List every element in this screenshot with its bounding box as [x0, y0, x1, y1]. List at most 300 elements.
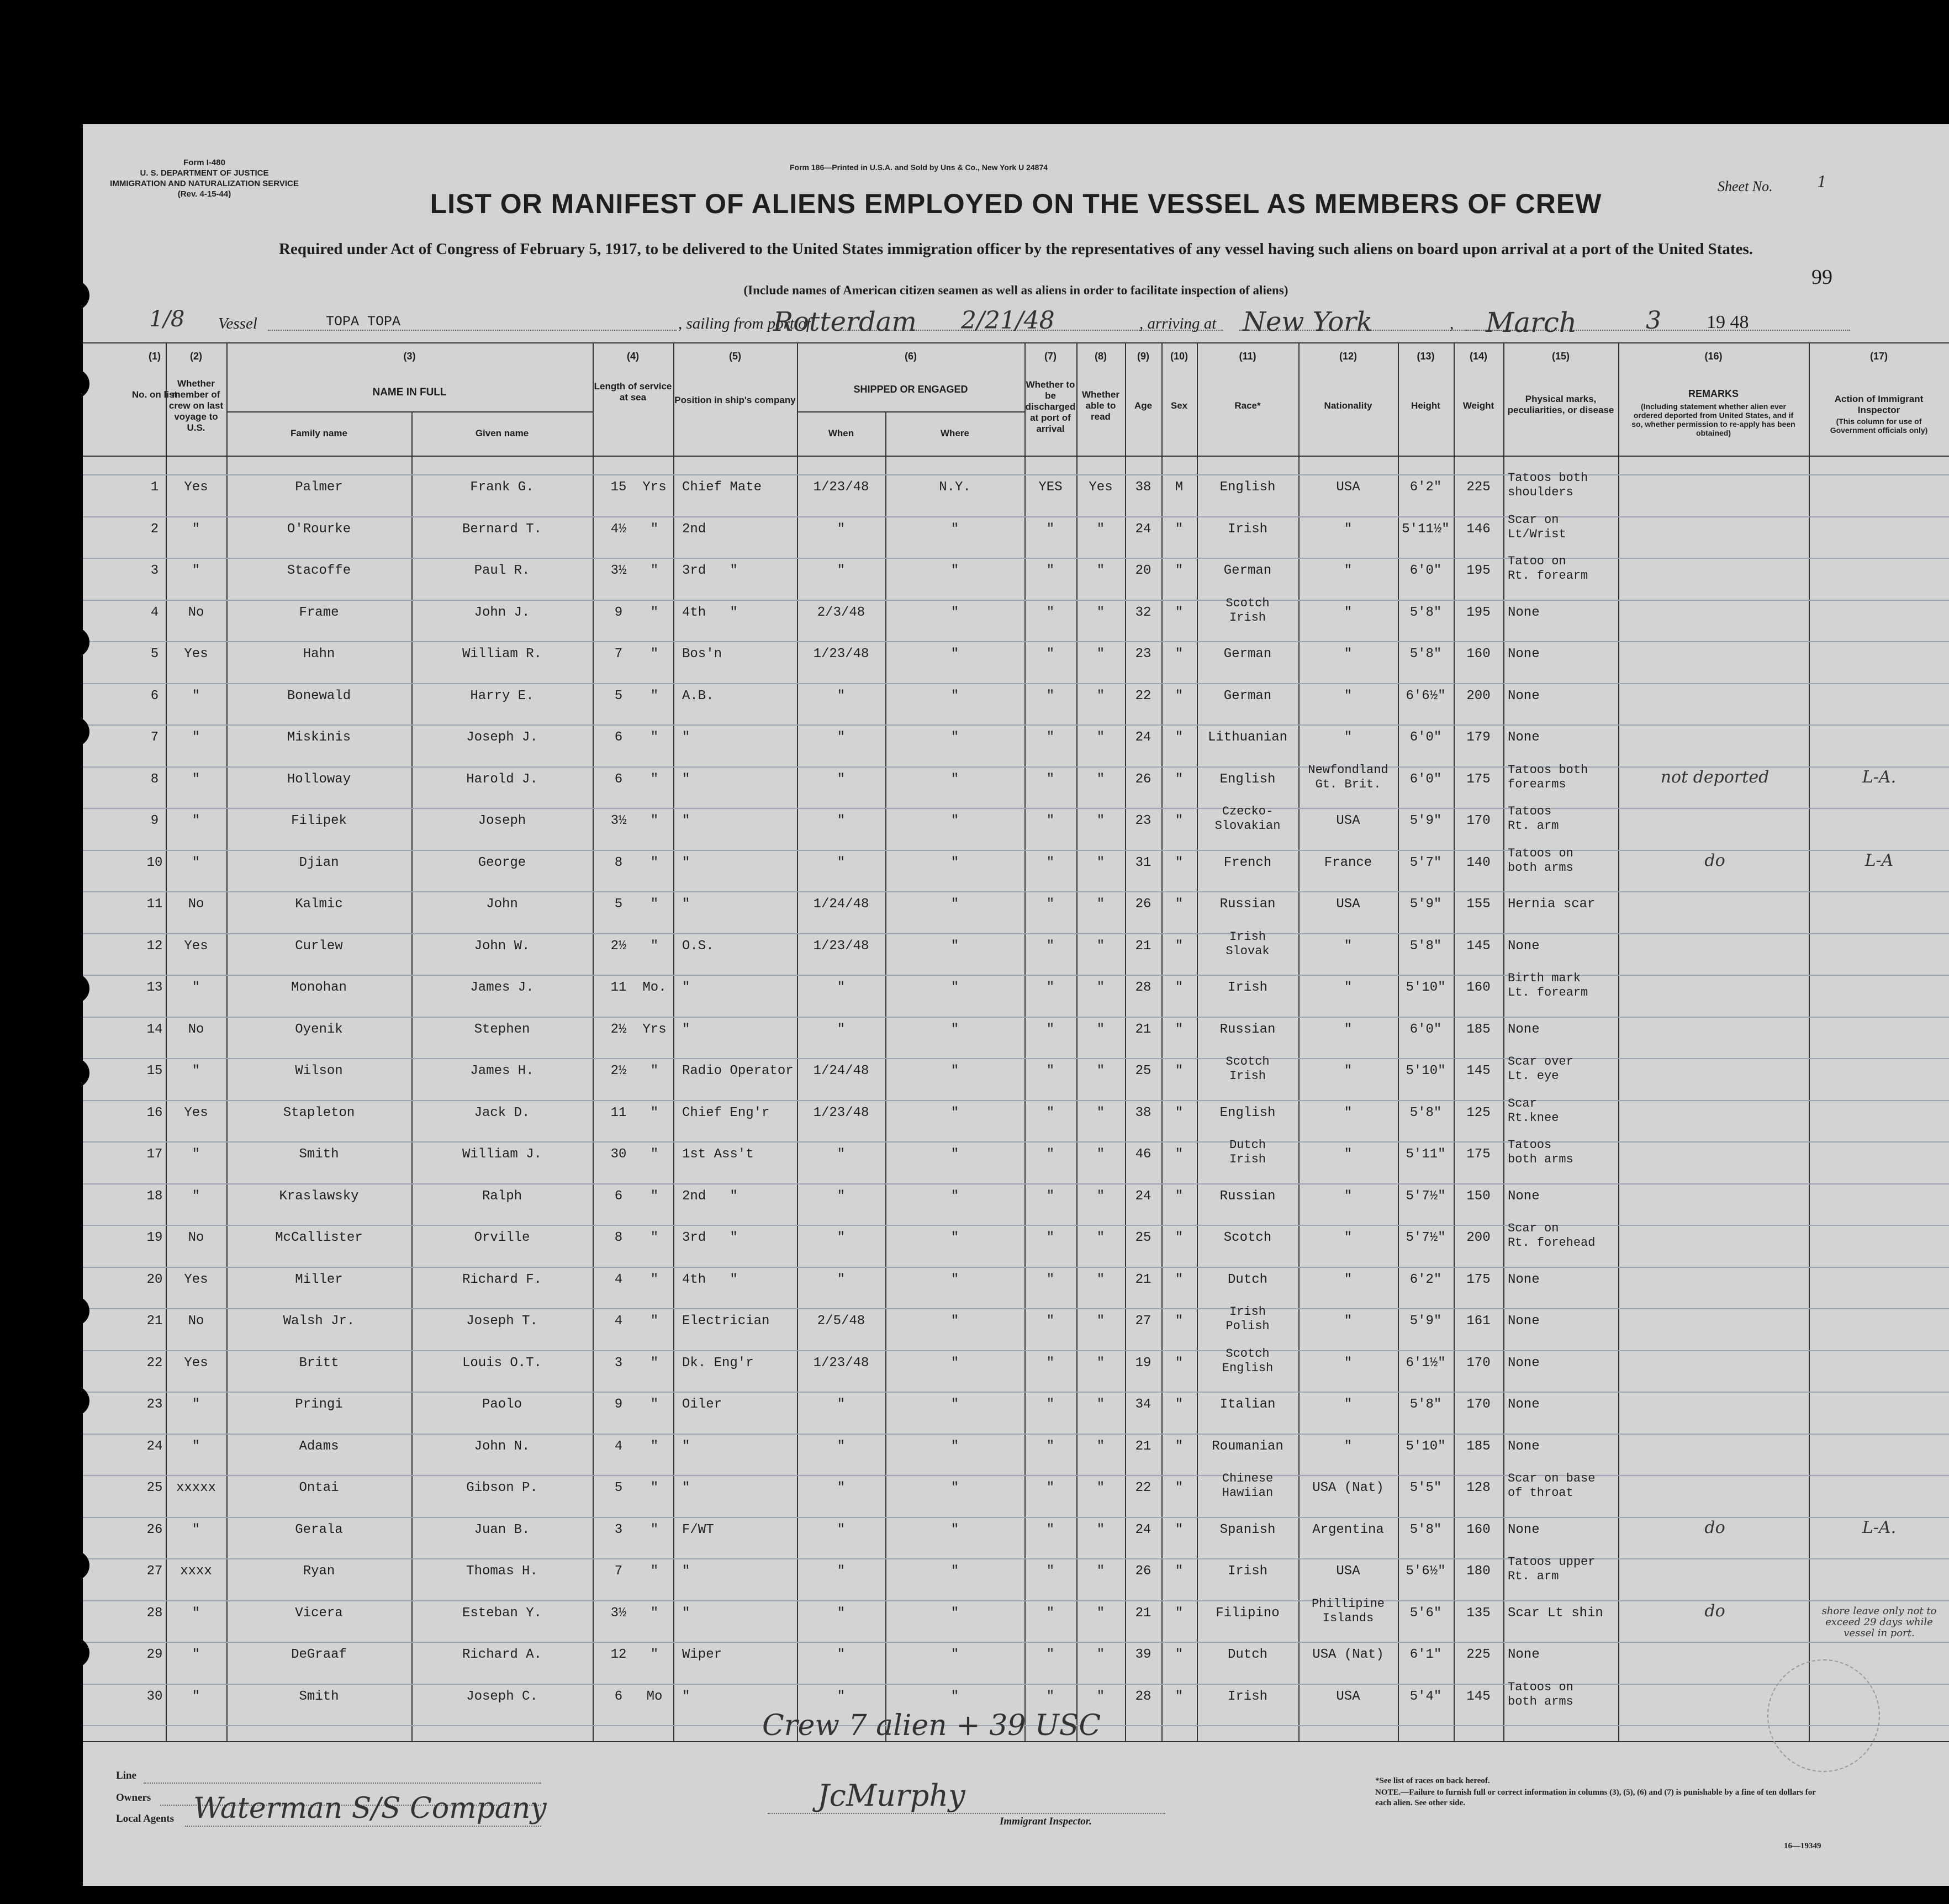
cell-given: Richard F.: [462, 1272, 542, 1287]
cell-unit: ": [650, 1397, 659, 1412]
cell-sex: ": [1175, 1439, 1184, 1454]
cell-length: 3: [614, 1356, 623, 1371]
cell-marks: None: [1508, 647, 1540, 662]
cell-marks: None: [1508, 1314, 1540, 1329]
cell-age: 22: [1135, 689, 1152, 704]
cell-prev: No: [188, 897, 204, 912]
cell-race: German: [1223, 647, 1272, 662]
cell-nationality: ": [1344, 563, 1353, 578]
cell-read: ": [1096, 813, 1105, 828]
cell-given: Juan B.: [474, 1522, 530, 1537]
cell-age: 21: [1135, 1606, 1152, 1621]
punch-hole: [60, 627, 89, 657]
cell-prev: ": [192, 1189, 200, 1204]
arrival-port: New York: [1243, 306, 1373, 337]
row-rule: [83, 724, 1949, 726]
cell-when: ": [837, 563, 846, 578]
cell-age: 26: [1135, 1564, 1152, 1579]
cell-read: ": [1096, 647, 1105, 662]
cell-age: 32: [1135, 605, 1152, 620]
cell-when: 1/23/48: [813, 1356, 869, 1371]
row-rule: [83, 1183, 1949, 1184]
cell-height: 5'8": [1409, 1397, 1442, 1412]
cell-prev: No: [188, 1022, 204, 1037]
row-rule: [83, 1517, 1949, 1518]
cell-race: Russian: [1219, 1022, 1276, 1037]
cell-discharged: ": [1046, 1272, 1055, 1287]
cell-family: Stacoffe: [287, 563, 351, 578]
cell-where: ": [950, 772, 959, 787]
cell-race: Lithuanian: [1207, 730, 1288, 745]
cell-prev: ": [192, 772, 200, 787]
cell-age: 23: [1135, 813, 1152, 828]
cell-no: 19: [146, 1230, 163, 1245]
row-rule: [83, 1308, 1949, 1309]
cell-height: 5'8": [1409, 1522, 1442, 1537]
requirement-text: [83, 240, 1949, 258]
cell-weight: 170: [1466, 1397, 1491, 1412]
cell-race: Chinese Hawiian: [1222, 1472, 1274, 1500]
colnum: (6): [905, 351, 917, 362]
cell-given: John: [486, 897, 518, 912]
cell-marks: Tatoos both shoulders: [1508, 471, 1588, 499]
cell-where: ": [950, 1647, 959, 1662]
cell-when: ": [837, 1480, 846, 1495]
cell-when: ": [837, 772, 846, 787]
hdr-when: When: [828, 428, 854, 438]
cell-where: ": [950, 1230, 959, 1245]
cell-remarks: do: [1704, 1518, 1725, 1537]
cell-when: 2/5/48: [817, 1314, 865, 1329]
cell-sex: ": [1175, 730, 1184, 745]
cell-given: Bernard T.: [462, 522, 542, 537]
cell-position: ": [682, 772, 690, 787]
cell-position: 4th ": [682, 1272, 738, 1287]
cell-read: ": [1096, 980, 1105, 995]
row-rule: [83, 1600, 1949, 1601]
cell-nationality: ": [1344, 1314, 1353, 1329]
cell-when: ": [837, 1230, 846, 1245]
cell-race: Irish: [1227, 1689, 1267, 1704]
cell-family: Holloway: [287, 772, 351, 787]
cell-race: English: [1219, 772, 1276, 787]
colnum: (10): [1170, 351, 1188, 362]
cell-nationality: ": [1344, 980, 1353, 995]
cell-nationality: ": [1344, 1356, 1353, 1371]
colnum: (1): [149, 351, 161, 362]
shipped-subheader-rule: [797, 411, 1024, 412]
cell-no: 24: [146, 1439, 163, 1454]
cell-family: Kraslawsky: [279, 1189, 359, 1204]
cell-no: 29: [146, 1647, 163, 1662]
cell-marks: Scar on base of throat: [1508, 1472, 1596, 1500]
cell-prev: Yes: [184, 1272, 208, 1287]
cell-no: 10: [146, 855, 163, 870]
cell-weight: 175: [1466, 1147, 1491, 1162]
cell-read: ": [1096, 1606, 1105, 1621]
cell-position: A.B.: [682, 689, 714, 704]
row-rule: [83, 1684, 1949, 1685]
cell-sex: ": [1175, 1689, 1184, 1704]
cell-weight: 146: [1466, 522, 1491, 537]
arrival-year: 19 48: [1707, 312, 1749, 332]
sheet-number-value: 1: [1817, 173, 1827, 191]
cell-given: James J.: [470, 980, 534, 995]
cell-weight: 125: [1466, 1106, 1491, 1120]
cell-length: 5: [614, 1480, 623, 1495]
cell-where: ": [950, 1314, 959, 1329]
cell-age: 31: [1135, 855, 1152, 870]
cell-length: 6: [614, 1189, 623, 1204]
cell-marks: None: [1508, 1647, 1540, 1662]
cell-where: ": [950, 647, 959, 662]
cell-sex: ": [1175, 647, 1184, 662]
cell-position: Electrician: [682, 1314, 770, 1329]
cell-weight: 145: [1466, 1689, 1491, 1704]
cell-discharged: ": [1046, 1230, 1055, 1245]
footer-owners-label: Owners: [116, 1792, 151, 1803]
cell-where: ": [950, 1439, 959, 1454]
row-rule: [83, 933, 1949, 934]
cell-sex: ": [1175, 689, 1184, 704]
form-line: (Rev. 4-15-44): [177, 189, 231, 199]
cell-family: Stapleton: [283, 1106, 355, 1120]
cell-family: DeGraaf: [291, 1647, 347, 1662]
cell-height: 5'8": [1409, 939, 1442, 954]
cell-length: 4: [614, 1272, 623, 1287]
cell-action: shore leave only not to exceed 29 days while vessel in port.: [1821, 1605, 1937, 1639]
cell-family: Wilson: [295, 1064, 343, 1078]
row-rule: [83, 1558, 1949, 1559]
cell-weight: 175: [1466, 772, 1491, 787]
cell-discharged: ": [1046, 1022, 1055, 1037]
cell-where: ": [950, 563, 959, 578]
colnum: (15): [1551, 351, 1570, 362]
cell-remarks: do: [1704, 1601, 1725, 1621]
cell-family: O'Rourke: [287, 522, 351, 537]
cell-race: Czecko- Slovakian: [1214, 805, 1281, 833]
cell-marks: Tatoos both forearms: [1508, 763, 1588, 791]
cell-read: ": [1096, 689, 1105, 704]
cell-unit: Yrs: [642, 1022, 667, 1037]
cell-no: 22: [146, 1356, 163, 1371]
cell-action: L-A.: [1862, 1518, 1897, 1537]
cell-family: Britt: [299, 1356, 339, 1371]
sailing-date: 2/21/48: [961, 306, 1055, 335]
cell-no: 28: [146, 1606, 163, 1621]
cell-no: 30: [146, 1689, 163, 1704]
colnum: (11): [1239, 351, 1256, 362]
inspector-signature: JcMurphy: [817, 1778, 965, 1813]
cell-height: 5'10": [1406, 1439, 1446, 1454]
hdr-given-name: Given name: [475, 428, 529, 438]
cell-read: ": [1096, 605, 1105, 620]
cell-age: 38: [1135, 1106, 1152, 1120]
cell-unit: ": [650, 522, 659, 537]
cell-family: Pringi: [295, 1397, 343, 1412]
cell-when: ": [837, 1689, 846, 1704]
cell-nationality: ": [1344, 1230, 1353, 1245]
cell-prev: ": [192, 855, 200, 870]
cell-sex: ": [1175, 772, 1184, 787]
cell-family: Smith: [299, 1147, 339, 1162]
vessel-underline: [268, 330, 677, 331]
cell-when: ": [837, 1147, 846, 1162]
cell-given: Esteban Y.: [462, 1606, 542, 1621]
cell-prev: ": [192, 563, 200, 578]
cell-age: 26: [1135, 772, 1152, 787]
cell-weight: 175: [1466, 1272, 1491, 1287]
cell-sex: ": [1175, 1647, 1184, 1662]
cell-age: 21: [1135, 1439, 1152, 1454]
cell-position: ": [682, 1439, 690, 1454]
cell-unit: ": [650, 1606, 659, 1621]
cell-marks: None: [1508, 939, 1540, 954]
form-code: 16—19349: [1784, 1842, 1821, 1850]
cell-position: ": [682, 855, 690, 870]
cell-race: German: [1223, 563, 1272, 578]
cell-discharged: ": [1046, 647, 1055, 662]
cell-discharged: ": [1046, 1314, 1055, 1329]
hdr-action-note: (This column for use of Government officials only): [1830, 417, 1928, 435]
cell-age: 21: [1135, 1022, 1152, 1037]
cell-unit: ": [650, 647, 659, 662]
cell-nationality: USA (Nat): [1312, 1480, 1384, 1495]
colnum: (7): [1044, 351, 1057, 362]
cell-unit: ": [650, 939, 659, 954]
cell-race: Spanish: [1219, 1522, 1276, 1537]
footer-agents-label: Local Agents: [116, 1813, 175, 1824]
cell-weight: 195: [1466, 605, 1491, 620]
form-line: U. S. DEPARTMENT OF JUSTICE: [140, 168, 269, 178]
cell-read: ": [1096, 1147, 1105, 1162]
cell-prev: ": [192, 1064, 200, 1078]
cell-weight: 200: [1466, 1230, 1491, 1245]
hdr-discharged: Whether to be discharged at port of arrival: [1025, 379, 1076, 434]
cell-position: 2nd ": [682, 1189, 738, 1204]
cell-prev: ": [192, 1397, 200, 1412]
cell-family: Frame: [299, 605, 339, 620]
cell-no: 13: [146, 980, 163, 995]
hdr-physical: Physical marks, peculiarities, or disease: [1507, 394, 1614, 415]
cell-sex: ": [1175, 1397, 1184, 1412]
cell-given: Joseph C.: [466, 1689, 538, 1704]
cell-sex: ": [1175, 939, 1184, 954]
races-note: *See list of races on back hereof.: [1375, 1776, 1490, 1785]
cell-height: 5'10": [1406, 1064, 1446, 1078]
cell-nationality: USA: [1336, 1689, 1360, 1704]
cell-no: 14: [146, 1022, 163, 1037]
cell-age: 21: [1135, 1272, 1152, 1287]
cell-marks: None: [1508, 1189, 1540, 1204]
cell-length: 2½: [610, 1022, 627, 1037]
cell-unit: ": [650, 1230, 659, 1245]
cell-discharged: ": [1046, 689, 1055, 704]
cell-height: 6'0": [1409, 772, 1442, 787]
cell-nationality: Phillipine Islands: [1311, 1597, 1385, 1625]
cell-weight: 150: [1466, 1189, 1491, 1204]
cell-sex: ": [1175, 1230, 1184, 1245]
cell-given: Harold J.: [466, 772, 538, 787]
cell-discharged: ": [1046, 522, 1055, 537]
cell-family: Smith: [299, 1689, 339, 1704]
cell-unit: ": [650, 563, 659, 578]
cell-family: Djian: [299, 855, 339, 870]
colnum: (16): [1704, 351, 1723, 362]
cell-prev: ": [192, 813, 200, 828]
cell-height: 5'8": [1409, 1106, 1442, 1120]
cell-nationality: ": [1344, 647, 1353, 662]
cell-family: Curlew: [295, 939, 343, 954]
cell-when: ": [837, 1397, 846, 1412]
colnum: (3): [403, 351, 416, 362]
cell-given: Joseph: [478, 813, 526, 828]
colnum: (2): [190, 351, 202, 362]
column-rule: [673, 342, 674, 1741]
cell-given: Stephen: [474, 1022, 530, 1037]
cell-sex: ": [1175, 980, 1184, 995]
cell-race: Irish: [1227, 1564, 1267, 1579]
cell-prev: ": [192, 1606, 200, 1621]
cell-read: ": [1096, 1064, 1105, 1078]
hdr-sex: Sex: [1170, 400, 1188, 411]
page-number: 99: [1811, 266, 1832, 289]
fine-note: NOTE.—Failure to furnish full or correct information in columns (3), (5), (6) and (7) is punishable by a fine of ten dollars for each alien. See other side.: [1375, 1788, 1816, 1807]
cell-sex: ": [1175, 1356, 1184, 1371]
cell-sex: ": [1175, 1606, 1184, 1621]
cell-age: 28: [1135, 980, 1152, 995]
cell-discharged: ": [1046, 1064, 1055, 1078]
row-rule: [83, 516, 1949, 517]
cell-marks: Tatoos on both arms: [1508, 847, 1573, 875]
cell-height: 5'6½": [1406, 1564, 1446, 1579]
cell-no: 2: [150, 522, 159, 537]
cell-marks: None: [1508, 1522, 1540, 1537]
form-line: Form I-480: [183, 158, 225, 167]
cell-height: 5'7½": [1406, 1230, 1446, 1245]
cell-where: ": [950, 1147, 959, 1162]
cell-discharged: ": [1046, 1689, 1055, 1704]
colnum: (13): [1417, 351, 1435, 362]
cell-nationality: USA: [1336, 1564, 1360, 1579]
cell-sex: ": [1175, 1314, 1184, 1329]
cell-read: ": [1096, 1522, 1105, 1537]
cell-position: ": [682, 1480, 690, 1495]
cell-height: 5'11½": [1402, 522, 1450, 537]
cell-height: 5'9": [1409, 1314, 1442, 1329]
cell-read: ": [1096, 730, 1105, 745]
cell-no: 11: [146, 897, 163, 912]
cell-length: 12: [610, 1647, 627, 1662]
cell-family: Monohan: [291, 980, 347, 995]
cell-where: ": [950, 1480, 959, 1495]
cell-weight: 140: [1466, 855, 1491, 870]
sailing-port: Rotterdam: [773, 306, 917, 337]
cell-length: 6: [614, 730, 623, 745]
cell-unit: ": [650, 1439, 659, 1454]
punch-hole: [60, 717, 89, 747]
cell-marks: Scar Rt.knee: [1508, 1097, 1559, 1125]
cell-height: 6'2": [1409, 1272, 1442, 1287]
cell-unit: ": [650, 813, 659, 828]
row-rule: [83, 1100, 1949, 1101]
punch-hole: [60, 1296, 89, 1326]
cell-position: Wiper: [682, 1647, 722, 1662]
cell-read: ": [1096, 1022, 1105, 1037]
cell-unit: ": [650, 689, 659, 704]
cell-weight: 170: [1466, 813, 1491, 828]
cell-no: 27: [146, 1564, 163, 1579]
cell-unit: ": [650, 1480, 659, 1495]
cell-position: ": [682, 1689, 690, 1704]
cell-marks: Scar on Lt/Wrist: [1508, 513, 1566, 541]
cell-where: ": [950, 1564, 959, 1579]
cell-family: Miskinis: [287, 730, 351, 745]
cell-discharged: ": [1046, 855, 1055, 870]
cell-age: 19: [1135, 1356, 1152, 1371]
row-rule: [83, 1434, 1949, 1435]
cell-position: ": [682, 1606, 690, 1621]
colnum: (14): [1469, 351, 1487, 362]
cell-marks: Scar Lt shin: [1508, 1606, 1603, 1621]
hdr-position: Position in ship's company: [674, 395, 796, 405]
cell-weight: 128: [1466, 1480, 1491, 1495]
cell-unit: ": [650, 1356, 659, 1371]
cell-age: 46: [1135, 1147, 1152, 1162]
cell-prev: ": [192, 980, 200, 995]
cell-when: ": [837, 1022, 846, 1037]
cell-prev: No: [188, 605, 204, 620]
cell-read: ": [1096, 1272, 1105, 1287]
cell-prev: No: [188, 1314, 204, 1329]
cell-marks: None: [1508, 689, 1540, 704]
hdr-length: Length of service at sea: [594, 381, 672, 403]
row-rule: [83, 1642, 1949, 1643]
cell-discharged: ": [1046, 1356, 1055, 1371]
cell-position: ": [682, 897, 690, 912]
cell-height: 6'1": [1409, 1647, 1442, 1662]
cell-discharged: ": [1046, 1480, 1055, 1495]
cell-sex: ": [1175, 813, 1184, 828]
cell-length: 3½: [610, 813, 627, 828]
cell-race: Italian: [1219, 1397, 1276, 1412]
cell-discharged: ": [1046, 1397, 1055, 1412]
cell-no: 8: [150, 772, 159, 787]
hdr-remarks: REMARKS: [1688, 388, 1739, 399]
form-line: IMMIGRATION AND NATURALIZATION SERVICE: [110, 179, 299, 188]
cell-read: ": [1096, 563, 1105, 578]
cell-when: 1/23/48: [813, 647, 869, 662]
cell-sex: ": [1175, 1064, 1184, 1078]
cell-unit: Mo: [646, 1689, 663, 1704]
cell-discharged: ": [1046, 980, 1055, 995]
cell-height: 5'5": [1409, 1480, 1442, 1495]
cell-when: ": [837, 1564, 846, 1579]
footer-line-label: Line: [116, 1770, 136, 1781]
cell-race: Russian: [1219, 1189, 1276, 1204]
cell-no: 12: [146, 939, 163, 954]
cell-length: 8: [614, 855, 623, 870]
cell-prev: ": [192, 1647, 200, 1662]
cell-nationality: Argentina: [1312, 1522, 1384, 1537]
cell-where: ": [950, 1272, 959, 1287]
cell-age: 25: [1135, 1230, 1152, 1245]
cell-height: 5'4": [1409, 1689, 1442, 1704]
cell-position: Chief Eng'r: [682, 1106, 770, 1120]
cell-no: 7: [150, 730, 159, 745]
cell-where: ": [950, 730, 959, 745]
cell-weight: 160: [1466, 980, 1491, 995]
